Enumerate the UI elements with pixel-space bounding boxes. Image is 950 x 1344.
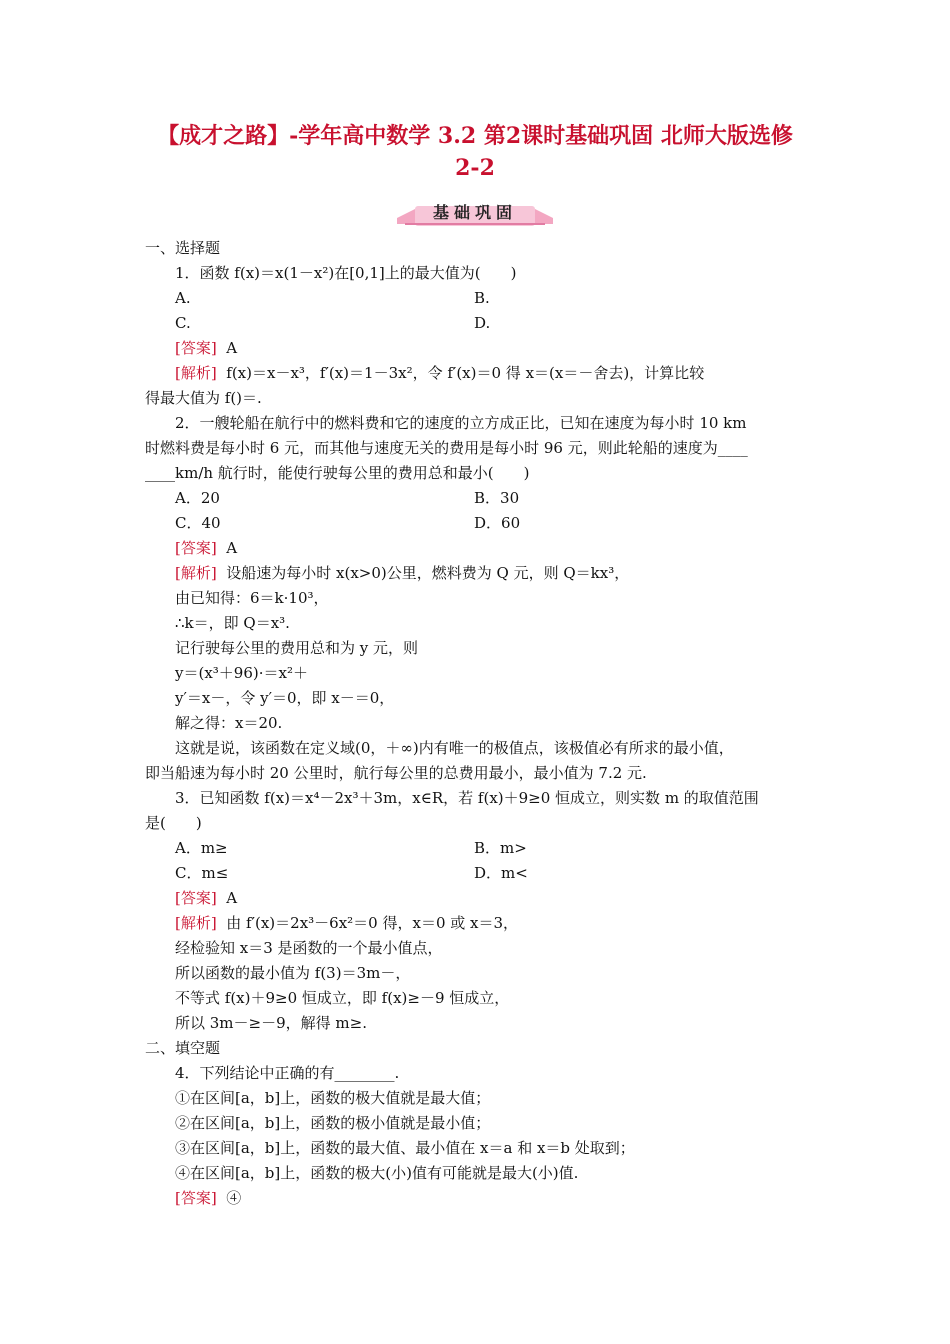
title-line-2: 2-2 — [455, 155, 495, 181]
section-heading: 一、选择题 — [145, 239, 221, 257]
answer-value: A — [226, 539, 238, 557]
analysis-tag: [解析] — [175, 914, 217, 932]
question-2-stem-2: 时燃料费是每小时 6 元，而其他与速度无关的费用是每小时 96 元，则此轮船的速度为____ — [145, 439, 748, 457]
question-3-answer — [145, 886, 810, 911]
analysis-text: 由 f′(x)＝2x³－6x²＝0 得，x＝0 或 x＝3， — [226, 914, 519, 932]
section-heading: 二、填空题 — [145, 1039, 221, 1057]
section-banner — [393, 198, 557, 228]
option-a: A．m≥ — [175, 839, 228, 857]
question-1-analysis — [145, 361, 810, 386]
statement-item: ③在区间[a，b]上，函数的最大值、最小值在 x＝a 和 x＝b 处取到； — [175, 1139, 635, 1157]
answer-tag: [答案] — [175, 539, 217, 557]
solution-step: 不等式 f(x)＋9≥0 恒成立，即 f(x)≥－9 恒成立， — [175, 989, 510, 1007]
question-3-options-row-1 — [145, 836, 810, 861]
question-2-options-row-2 — [145, 511, 810, 536]
banner-label: 基础巩固 — [432, 203, 517, 222]
solution-step: 记行驶每公里的费用总和为 y 元，则 — [175, 639, 419, 657]
question-1-analysis-cont: 得最大值为 f()＝. — [145, 389, 262, 407]
question-2-stem-1: 2．一艘轮船在航行中的燃料费和它的速度的立方成正比，已知在速度为每小时 10 km — [175, 414, 747, 432]
solution-step: 所以函数的最小值为 f(3)＝3m－， — [175, 964, 411, 982]
statement-item: ④在区间[a，b]上，函数的极大(小)值有可能就是最大(小)值. — [175, 1164, 579, 1182]
question-3-analysis — [145, 911, 810, 936]
document-title — [120, 120, 830, 184]
option-b: B．30 — [474, 489, 520, 507]
document-body — [145, 236, 810, 1211]
option-d: D．60 — [474, 514, 521, 532]
statement-item: ①在区间[a，b]上，函数的极大值就是最大值； — [175, 1089, 491, 1107]
question-2-analysis — [145, 561, 810, 586]
question-3-options-row-2 — [145, 861, 810, 886]
solution-step: 经检验知 x＝3 是函数的一个最小值点， — [175, 939, 443, 957]
answer-value: A — [226, 339, 238, 357]
question-4-answer — [145, 1186, 810, 1211]
question-1-answer — [145, 336, 810, 361]
option-c: C．40 — [175, 514, 221, 532]
analysis-tag: [解析] — [175, 364, 217, 382]
answer-tag: [答案] — [175, 1189, 217, 1207]
option-b: B．m> — [474, 839, 527, 857]
question-1-options-row-1 — [145, 286, 810, 311]
option-b: B. — [474, 289, 490, 307]
question-2-stem-3: ____km/h 航行时，能使行驶每公里的费用总和最小( ) — [145, 464, 530, 482]
option-a: A．20 — [175, 489, 220, 507]
solution-step: 所以 3m－≥－9，解得 m≥. — [175, 1014, 367, 1032]
answer-tag: [答案] — [175, 339, 217, 357]
answer-value: A — [226, 889, 238, 907]
solution-step: y＝(x³＋96)·＝x²＋ — [175, 664, 308, 682]
option-c: C. — [175, 314, 191, 332]
solution-step: 由已知得：6＝k·10³， — [175, 589, 329, 607]
analysis-tag: [解析] — [175, 564, 217, 582]
analysis-text: f(x)＝x－x³，f′(x)＝1－3x²，令 f′(x)＝0 得 x＝(x＝－舍去)，计算比较 — [226, 364, 705, 382]
statement-item: ②在区间[a，b]上，函数的极小值就是最小值； — [175, 1114, 491, 1132]
answer-value: ④ — [226, 1189, 242, 1207]
solution-step: ∴k＝，即 Q＝x³. — [175, 614, 290, 632]
question-1-stem: 1．函数 f(x)＝x(1－x²)在[0,1]上的最大值为( ) — [175, 264, 517, 282]
answer-tag: [答案] — [175, 889, 217, 907]
question-3-stem-2: 是( ) — [145, 814, 202, 832]
solution-step: 解之得：x＝20. — [175, 714, 283, 732]
question-3-stem-1: 3．已知函数 f(x)＝x⁴－2x³＋3m，x∈R，若 f(x)＋9≥0 恒成立，则实数 m 的取值范围 — [175, 789, 759, 807]
option-a: A. — [175, 289, 191, 307]
question-2-options-row-1 — [145, 486, 810, 511]
question-4-stem: 4．下列结论中正确的有________. — [175, 1064, 400, 1082]
option-d: D. — [474, 314, 491, 332]
option-c: C．m≤ — [175, 864, 229, 882]
question-2-conclusion-1: 这就是说，该函数在定义域(0，＋∞)内有唯一的极值点，该极值必有所求的最小值， — [175, 739, 734, 757]
question-2-answer — [145, 536, 810, 561]
solution-step: y′＝x－，令 y′＝0，即 x－＝0， — [175, 689, 395, 707]
question-2-conclusion-2: 即当船速为每小时 20 公里时，航行每公里的总费用最小，最小值为 7.2 元. — [145, 764, 647, 782]
option-d: D．m< — [474, 864, 528, 882]
analysis-text: 设船速为每小时 x(x>0)公里，燃料费为 Q 元，则 Q＝kx³， — [226, 564, 630, 582]
question-1-options-row-2 — [145, 311, 810, 336]
title-line-1: 【成才之路】-学年高中数学 3.2 第2课时基础巩固 北师大版选修 — [157, 123, 793, 149]
